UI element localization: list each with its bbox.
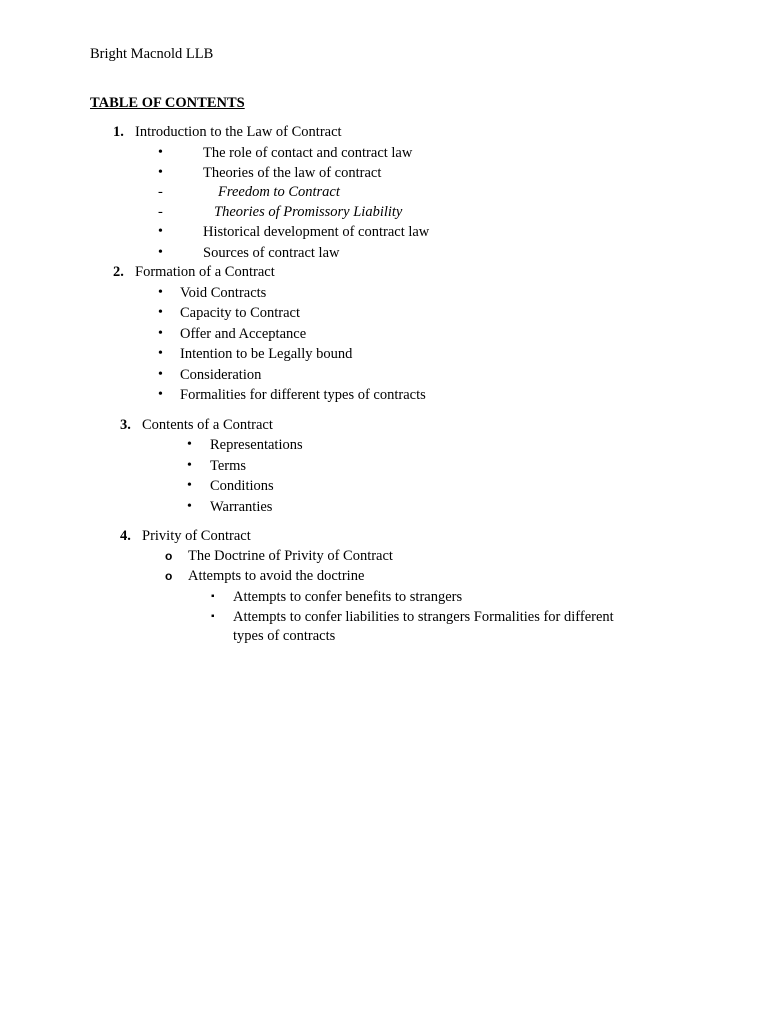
list-item: Capacity to Contract bbox=[180, 305, 300, 321]
list-item: Freedom to Contract bbox=[218, 184, 340, 200]
bullet-marker: • bbox=[187, 458, 192, 473]
dash-marker: - bbox=[158, 204, 163, 220]
section-title: Formation of a Contract bbox=[135, 264, 275, 280]
list-item: Sources of contract law bbox=[203, 245, 340, 261]
list-item: Terms bbox=[210, 458, 247, 474]
list-item: Historical development of contract law bbox=[203, 224, 430, 240]
circle-marker: o bbox=[165, 549, 173, 563]
bullet-marker: • bbox=[158, 165, 163, 180]
list-item: Attempts to avoid the doctrine bbox=[188, 568, 365, 584]
sub-list-item: Attempts to confer benefits to strangers bbox=[233, 589, 463, 605]
list-item: The Doctrine of Privity of Contract bbox=[188, 548, 393, 564]
bullet-marker: • bbox=[158, 145, 163, 160]
section-title: Introduction to the Law of Contract bbox=[135, 124, 342, 140]
list-item: Formalities for different types of contracts bbox=[180, 387, 426, 403]
list-item: Consideration bbox=[180, 367, 262, 383]
sub-list-item: Attempts to confer liabilities to strangers Formalities for different bbox=[233, 609, 614, 625]
author-header: Bright Macnold LLB bbox=[90, 46, 214, 62]
list-item: Conditions bbox=[210, 478, 274, 494]
sub-list-item-continuation: types of contracts bbox=[233, 628, 336, 644]
section-title: Contents of a Contract bbox=[142, 417, 273, 433]
bullet-marker: • bbox=[187, 499, 192, 514]
list-item: The role of contact and contract law bbox=[203, 145, 413, 161]
bullet-marker: • bbox=[158, 224, 163, 239]
bullet-marker: • bbox=[158, 245, 163, 260]
bullet-marker: • bbox=[158, 387, 163, 402]
bullet-marker: • bbox=[158, 326, 163, 341]
list-item: Intention to be Legally bound bbox=[180, 346, 353, 362]
list-item: Theories of Promissory Liability bbox=[214, 204, 403, 220]
list-item: Warranties bbox=[210, 499, 273, 515]
section-number: 4. bbox=[120, 528, 131, 544]
list-item: Offer and Acceptance bbox=[180, 326, 307, 342]
square-marker: ▪ bbox=[211, 611, 215, 622]
bullet-marker: • bbox=[158, 346, 163, 361]
bullet-marker: • bbox=[187, 478, 192, 493]
list-item: Representations bbox=[210, 437, 303, 453]
section-number: 3. bbox=[120, 417, 131, 433]
bullet-marker: • bbox=[158, 305, 163, 320]
bullet-marker: • bbox=[187, 437, 192, 452]
list-item: Void Contracts bbox=[180, 285, 267, 301]
circle-marker: o bbox=[165, 569, 173, 583]
toc-title: TABLE OF CONTENTS bbox=[90, 95, 245, 111]
section-number: 2. bbox=[113, 264, 124, 280]
section-number: 1. bbox=[113, 124, 124, 140]
square-marker: ▪ bbox=[211, 591, 215, 602]
dash-marker: - bbox=[158, 184, 163, 200]
section-title: Privity of Contract bbox=[142, 528, 251, 544]
bullet-marker: • bbox=[158, 285, 163, 300]
bullet-marker: • bbox=[158, 367, 163, 382]
list-item: Theories of the law of contract bbox=[203, 165, 382, 181]
